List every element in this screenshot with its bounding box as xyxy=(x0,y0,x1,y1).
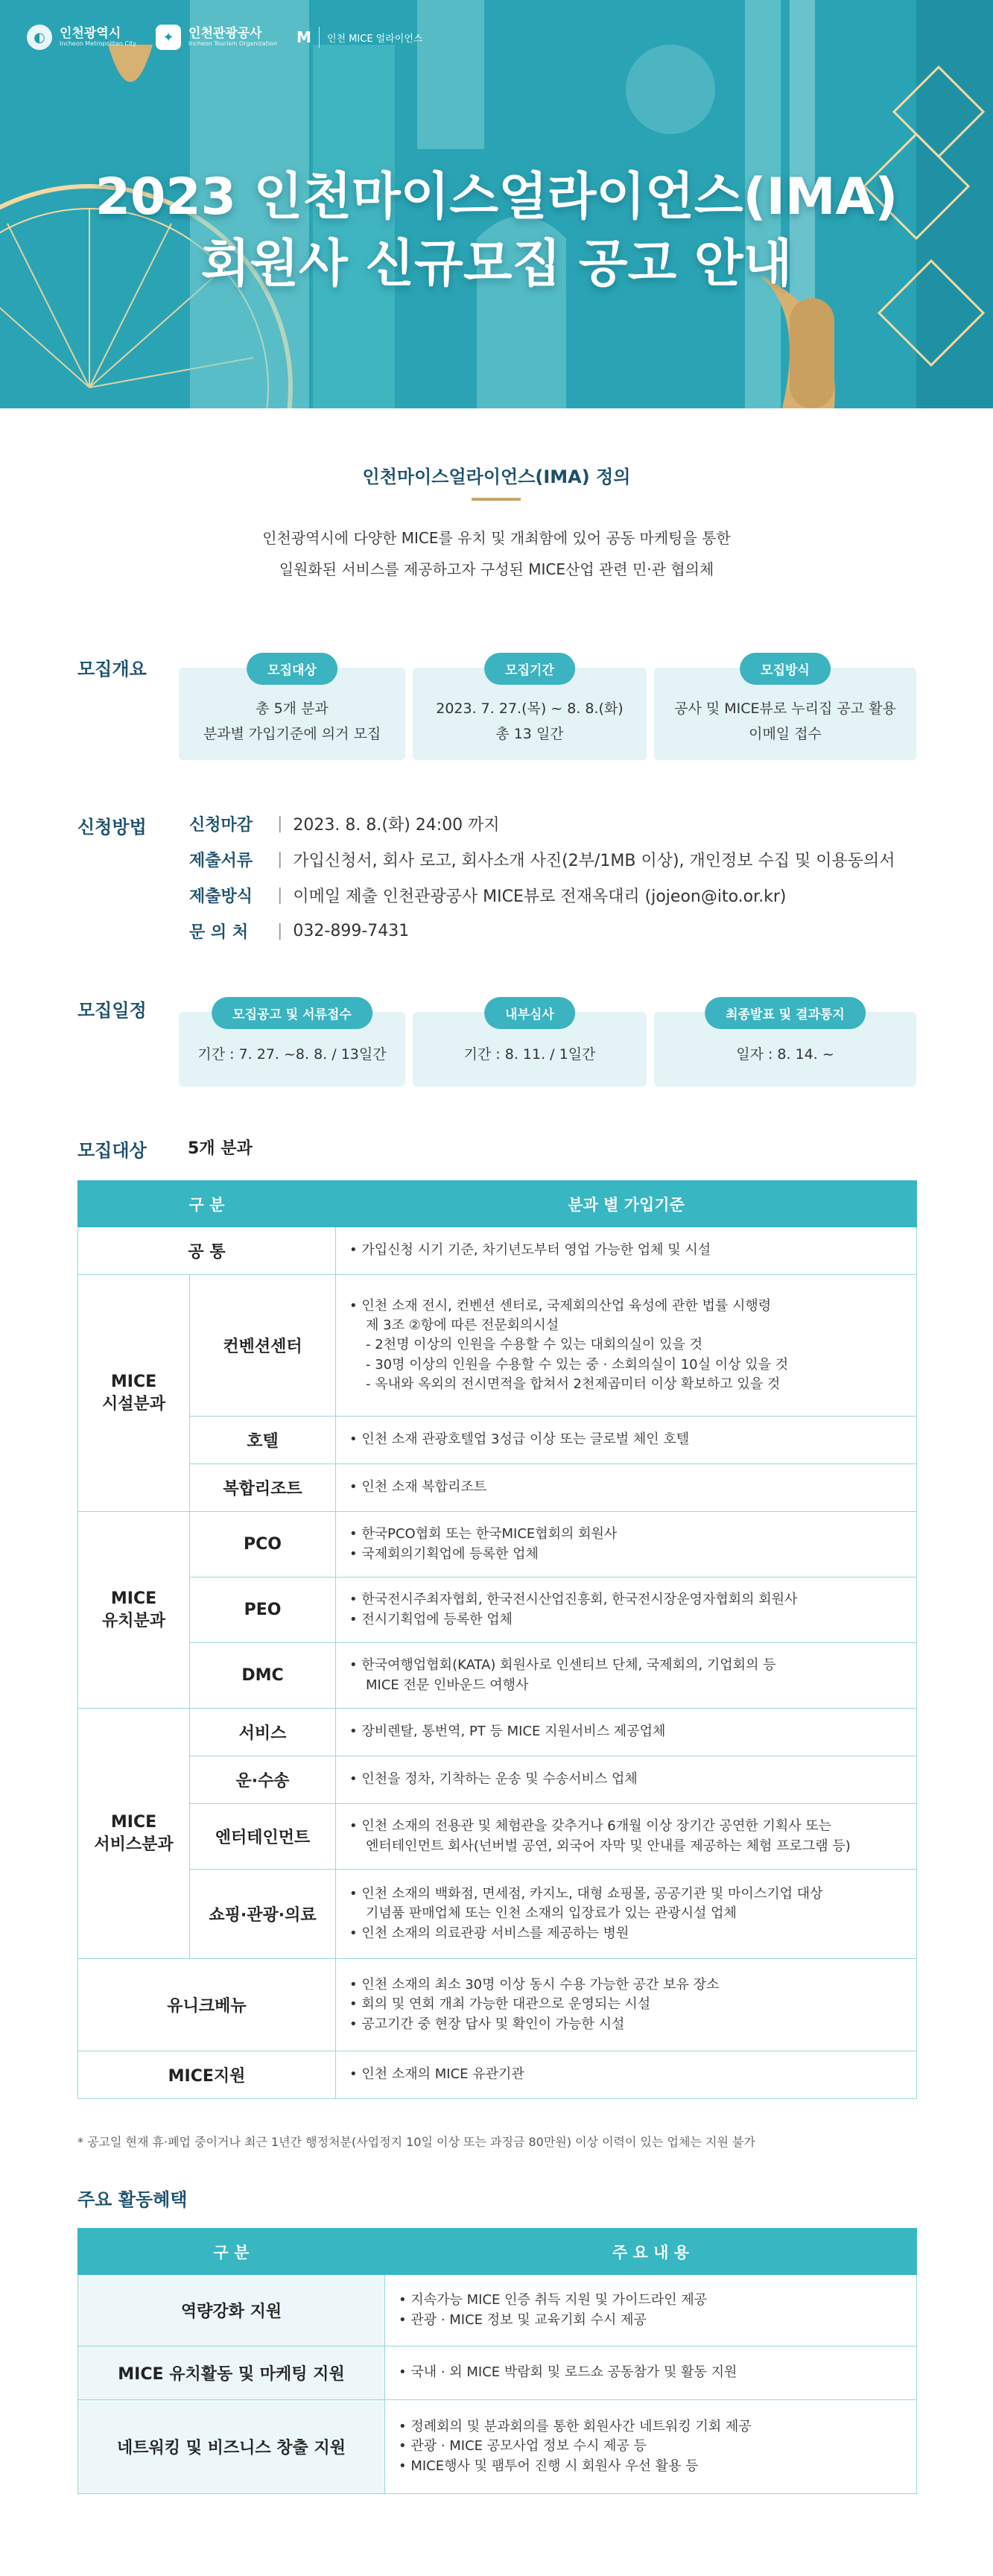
targets-entertainment-criteria: • 인천 소재의 전용관 및 체험관을 갖추거나 6개월 이상 장기간 공연한 기획사 또는 엔터테인먼트 회사(넌버벌 공연, 외국어 자막 및 안내를 제공하는 체험 프로그램 등) xyxy=(336,1804,917,1870)
application-submission-key: 제출방식 xyxy=(189,887,253,906)
overview-pill-target: 모집대상 xyxy=(247,653,337,685)
table-row xyxy=(78,1870,917,1959)
targets-header-criteria: 분과 별 가입기준 xyxy=(336,1181,917,1227)
overview-target-line2: 분과별 가입기준에 의거 모집 xyxy=(203,726,381,742)
schedule-recruit-line: 기간 : 7. 27. ~8. 8. / 13일간 xyxy=(197,1046,387,1063)
mice-alliance-emblem-icon: M xyxy=(296,28,311,46)
overview-box-period xyxy=(413,663,647,760)
targets-service-name: 서비스 xyxy=(190,1709,336,1756)
application-label: 신청방법 xyxy=(77,817,147,838)
benefits-networking-content: • 정례회의 및 분과회의를 통한 회원사간 네트워킹 기회 제공 • 관광 · MICE 공모사업 정보 수시 제공 등 • MICE행사 및 팸투어 진행 시 회원사 우선 활용 등 xyxy=(385,2400,917,2494)
logo-incheon-city-name: 인천광역시 xyxy=(60,26,121,42)
targets-hotel-name: 호텔 xyxy=(190,1417,336,1464)
schedule-box-review xyxy=(413,1007,647,1086)
targets-resort-name: 복합리조트 xyxy=(190,1464,336,1512)
targets-support-criteria: • 인천 소재의 MICE 유관기관 xyxy=(336,2051,917,2099)
table-row xyxy=(78,2346,917,2400)
logo-mice-alliance[interactable] xyxy=(296,27,422,48)
targets-pco-name: PCO xyxy=(190,1512,336,1577)
table-row xyxy=(78,1417,917,1464)
targets-group2-name: MICE 유치분과 xyxy=(78,1512,190,1709)
targets-common-name: 공 통 xyxy=(78,1227,336,1275)
overview-period-line1: 2023. 7. 27.(목) ~ 8. 8.(화) xyxy=(436,700,624,717)
targets-transport-criteria: • 인천을 정차, 기착하는 운송 및 수송서비스 업체 xyxy=(336,1756,917,1804)
intro-divider xyxy=(472,498,521,501)
targets-group3-name: MICE 서비스분과 xyxy=(78,1709,190,1959)
table-row xyxy=(78,1643,917,1709)
benefits-capacity-content: • 지속가능 MICE 인증 취득 지원 및 가이드라인 제공 • 관광 · MICE 정보 및 교육기회 수시 제공 xyxy=(385,2275,917,2346)
overview-method-line1: 공사 및 MICE뷰로 누리집 공고 활용 xyxy=(674,700,896,717)
targets-service-criteria: • 장비렌탈, 통번역, PT 등 MICE 지원서비스 제공업체 xyxy=(336,1709,917,1756)
table-row xyxy=(78,1709,917,1756)
table-row xyxy=(78,2051,917,2099)
application-row-documents xyxy=(189,848,895,871)
table-row xyxy=(78,1756,917,1804)
table-row xyxy=(78,1275,917,1417)
schedule-label: 모집일정 xyxy=(77,1000,147,1021)
targets-common-criteria: • 가입신청 시기 기준, 차기년도부터 영업 가능한 업체 및 시설 xyxy=(336,1227,917,1275)
schedule-pill-review: 내부심사 xyxy=(484,997,575,1029)
schedule-box-recruit xyxy=(179,1007,405,1086)
targets-unique-name: 유니크베뉴 xyxy=(78,1959,336,2051)
logo-incheon-tourism[interactable] xyxy=(156,25,277,50)
targets-table xyxy=(77,1180,917,2099)
targets-label: 모집대상 xyxy=(77,1140,147,1161)
targets-sublabel: 5개 분과 xyxy=(188,1139,253,1158)
benefits-header-category: 구 분 xyxy=(78,2229,385,2275)
targets-peo-name: PEO xyxy=(190,1577,336,1643)
targets-dmc-criteria: • 한국여행업협회(KATA) 회원사로 인센티브 단체, 국제회의, 기업회의 등 MICE 전문 인바운드 여행사 xyxy=(336,1643,917,1709)
hero-title-line2: 회원사 신규모집 공고 안내 xyxy=(200,235,793,294)
benefits-marketing-name: MICE 유치활동 및 마케팅 지원 xyxy=(78,2346,385,2400)
intro-title: 인천마이스얼라이언스(IMA) 정의 xyxy=(362,466,631,487)
header-logos xyxy=(27,22,422,52)
targets-shopping-criteria: • 인천 소재의 백화점, 면세점, 카지노, 대형 쇼핑몰, 공공기관 및 마이스기업 대상 기념품 판매업체 또는 인천 소재의 입장료가 있는 관광시설 업체 • 인천 소재의 의료관광 서비스를 제공하는 병원 xyxy=(336,1870,917,1959)
benefits-header-content: 주 요 내 용 xyxy=(385,2229,917,2275)
targets-convention-name: 컨벤션센터 xyxy=(190,1275,336,1417)
targets-pco-criteria: • 한국PCO협회 또는 한국MICE협회의 회원사 • 국제회의기획업에 등록한 업체 xyxy=(336,1512,917,1577)
application-row-submission xyxy=(189,884,787,907)
benefits-label: 주요 활동혜택 xyxy=(77,2189,188,2210)
schedule-pill-result: 최종발표 및 결과통지 xyxy=(705,997,866,1029)
logo-incheon-tourism-sub: Incheon Tourism Organization xyxy=(188,39,278,47)
overview-method-line2: 이메일 접수 xyxy=(749,726,822,742)
application-submission-value[interactable]: 이메일 제출 인천관광공사 MICE뷰로 전재옥대리 (jojeon@ito.or.kr) xyxy=(293,887,787,906)
targets-resort-criteria: • 인천 소재 복합리조트 xyxy=(336,1464,917,1512)
intro-desc-line2: 일원화된 서비스를 제공하고자 구성된 MICE산업 관련 민·관 협의체 xyxy=(279,560,714,578)
overview-label: 모집개요 xyxy=(77,659,147,680)
application-documents-key: 제출서류 xyxy=(189,852,253,870)
application-contact-key: 문 의 처 xyxy=(189,923,249,942)
application-contact-value[interactable]: 032-899-7431 xyxy=(293,922,410,940)
incheon-tourism-emblem-icon: ✦ xyxy=(156,25,181,50)
overview-target-line1: 총 5개 분과 xyxy=(256,700,329,717)
application-separator: | xyxy=(277,814,283,833)
schedule-pill-recruit: 모집공고 및 서류접수 xyxy=(212,997,372,1029)
application-separator: | xyxy=(277,922,283,940)
logo-mice-alliance-name: 인천 MICE 얼라이언스 xyxy=(326,33,423,45)
application-row-contact xyxy=(189,920,409,943)
schedule-result-line: 일자 : 8. 14. ~ xyxy=(736,1046,834,1063)
schedule-review-line: 기간 : 8. 11. / 1일간 xyxy=(463,1046,596,1063)
benefits-header-row xyxy=(78,2229,917,2275)
targets-dmc-name: DMC xyxy=(190,1643,336,1709)
logo-incheon-city-sub: Incheon Metropolitan City xyxy=(60,39,137,47)
overview-box-target xyxy=(179,663,405,760)
table-row xyxy=(78,1512,917,1577)
benefits-capacity-name: 역량강화 지원 xyxy=(78,2275,385,2346)
targets-group1-name: MICE 시설분과 xyxy=(78,1275,190,1512)
hero-banner xyxy=(0,0,993,408)
overview-pill-period: 모집기간 xyxy=(484,653,575,685)
targets-hotel-criteria: • 인천 소재 관광호텔업 3성급 이상 또는 글로벌 체인 호텔 xyxy=(336,1417,917,1464)
application-deadline-key: 신청마감 xyxy=(189,816,253,835)
targets-transport-name: 운·수송 xyxy=(190,1756,336,1804)
table-row xyxy=(78,2400,917,2494)
overview-box-method xyxy=(654,663,916,760)
targets-shopping-name: 쇼핑·관광·의료 xyxy=(190,1870,336,1959)
application-row-deadline xyxy=(189,812,500,835)
logo-incheon-tourism-name: 인천관광공사 xyxy=(188,26,262,42)
overview-period-line2: 총 13 일간 xyxy=(495,726,564,742)
table-row xyxy=(78,1959,917,2051)
targets-note: * 공고일 현재 휴·폐업 중이거나 최근 1년간 행정처분(사업정지 10일 이상 또는 과징금 80만원) 이상 이력이 있는 업체는 지원 불가 xyxy=(77,2135,755,2149)
benefits-table xyxy=(77,2228,917,2494)
targets-header-row xyxy=(78,1181,917,1227)
application-documents-value: 가입신청서, 회사 로고, 회사소개 사진(2부/1MB 이상), 개인정보 수집 및 이용동의서 xyxy=(293,852,895,870)
table-row xyxy=(78,1227,917,1275)
logo-divider xyxy=(319,27,320,48)
benefits-networking-name: 네트워킹 및 비즈니스 창출 지원 xyxy=(78,2400,385,2494)
table-row xyxy=(78,2275,917,2346)
schedule-box-result xyxy=(654,1007,916,1086)
application-deadline-value: 2023. 8. 8.(화) 24:00 까지 xyxy=(293,816,500,835)
incheon-city-emblem-icon: ◐ xyxy=(27,25,52,50)
application-separator: | xyxy=(277,886,283,905)
targets-support-name: MICE지원 xyxy=(78,2051,336,2099)
overview-pill-method: 모집방식 xyxy=(740,653,831,685)
table-row xyxy=(78,1464,917,1512)
targets-convention-criteria: • 인천 소재 전시, 컨벤션 센터로, 국제회의산업 육성에 관한 법률 시행령 제 3조 ②항에 따른 전문회의시설 - 2천명 이상의 인원을 수용할 수 있는 대회의실이 있을 것 - 30명 이상의 인원을 수용할 수 있는 중 · 소회의실이 10실 이상 있을 것 - 옥내와 옥외의 전시면적을 합쳐서 2천제곱미터 이상 확보하고 있을 것 xyxy=(336,1275,917,1417)
benefits-marketing-content: • 국내 · 외 MICE 박람회 및 로드쇼 공동참가 및 활동 지원 xyxy=(385,2346,917,2400)
targets-header-category: 구 분 xyxy=(78,1181,336,1227)
intro-desc-line1: 인천광역시에 다양한 MICE를 유치 및 개최함에 있어 공동 마케팅을 통한 xyxy=(262,529,731,547)
targets-unique-criteria: • 인천 소재의 최소 30명 이상 동시 수용 가능한 공간 보유 장소 • 회의 및 연회 개최 가능한 대관으로 운영되는 시설 • 공고기간 중 현장 답사 및 확인이 가능한 시설 xyxy=(336,1959,917,2051)
targets-peo-criteria: • 한국전시주최자협회, 한국전시산업진흥회, 한국전시장운영자협회의 회원사 • 전시기획업에 등록한 업체 xyxy=(336,1577,917,1643)
targets-entertainment-name: 엔터테인먼트 xyxy=(190,1804,336,1870)
application-separator: | xyxy=(277,850,283,869)
table-row xyxy=(78,1804,917,1870)
table-row xyxy=(78,1577,917,1643)
hero-title-line1: 2023 인천마이스얼라이언스(IMA) xyxy=(95,168,898,227)
logo-incheon-city[interactable] xyxy=(27,25,136,50)
